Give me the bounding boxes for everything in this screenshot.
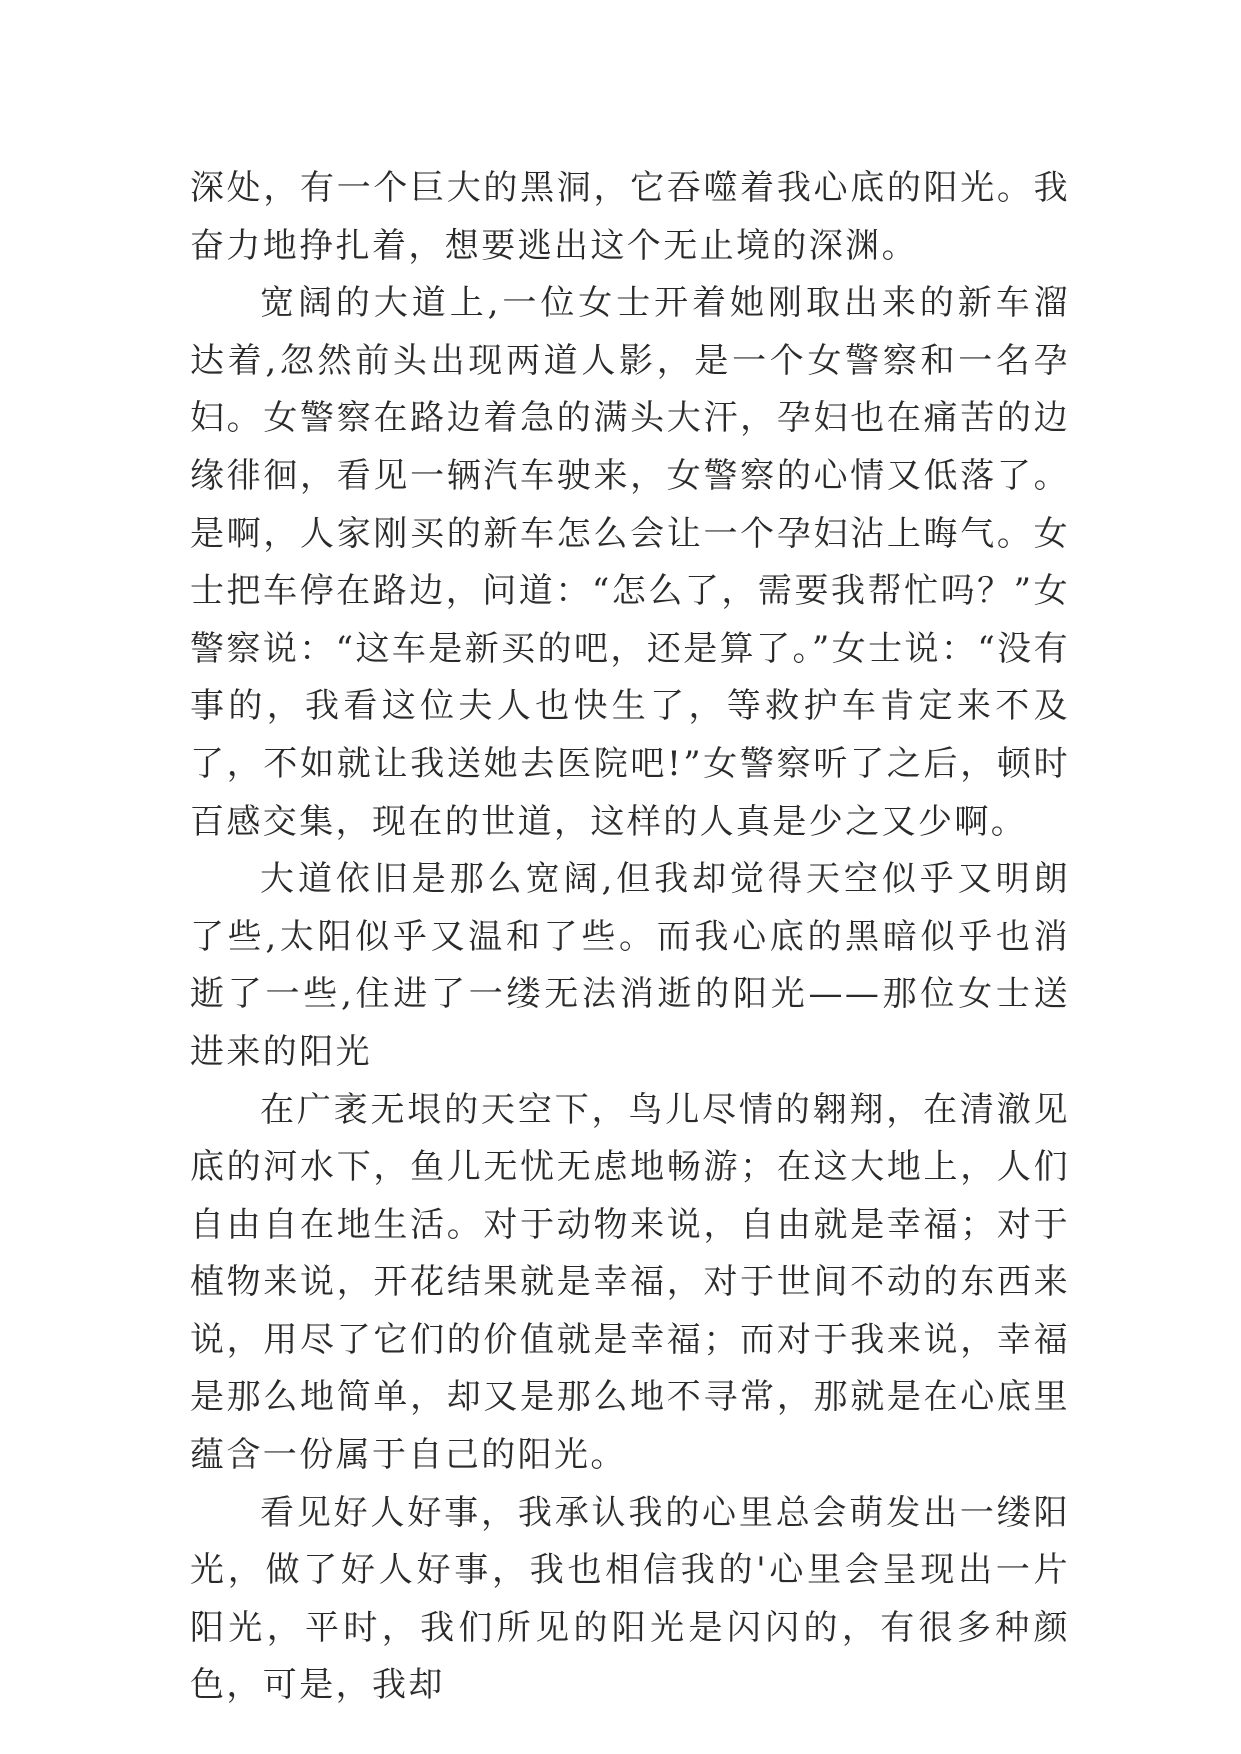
paragraph-3: 大道依旧是那么宽阔,但我却觉得天空似乎又明朗了些,太阳似乎又温和了些。而我心底的黑暗似乎也消逝了一些,住进了一缕无法消逝的阳光——那位女士送进来的阳光 bbox=[190, 859, 1070, 1072]
article-body bbox=[190, 160, 1070, 1715]
paragraph-1: 深处，有一个巨大的黑洞，它吞噬着我心底的阳光。我奋力地挣扎着，想要逃出这个无止境的深渊。 bbox=[190, 168, 1070, 266]
paragraph-4: 在广袤无垠的天空下，鸟儿尽情的翱翔，在清澈见底的河水下，鱼儿无忧无虑地畅游；在这大地上，人们自由自在地生活。对于动物来说，自由就是幸福；对于植物来说，开花结果就是幸福，对于世间不动的东西来说，用尽了它们的价值就是幸福；而对于我来说，幸福是那么地简单，却又是那么地不寻常，那就是在心底里蕴含一份属于自己的阳光。 bbox=[190, 1089, 1070, 1476]
paragraph-5: 看见好人好事，我承认我的心里总会萌发出一缕阳光，做了好人好事，我也相信我的'心里会呈现出一片阳光，平时，我们所见的阳光是闪闪的，有很多种颜色，可是，我却 bbox=[190, 1492, 1070, 1706]
paragraph-2: 宽阔的大道上,一位女士开着她刚取出来的新车溜达着,忽然前头出现两道人影，是一个女警察和一名孕妇。女警察在路边着急的满头大汗，孕妇也在痛苦的边缘徘徊，看见一辆汽车驶来，女警察的心情又低落了。是啊，人家刚买的新车怎么会让一个孕妇沾上晦气。女士把车停在路边，问道：“怎么了，需要我帮忙吗？”女警察说：“这车是新买的吧，还是算了。”女士说：“没有事的，我看这位夫人也快生了，等救护车肯定来不及了，不如就让我送她去医院吧!”女警察听了之后，顿时百感交集，现在的世道，这样的人真是少之又少啊。 bbox=[190, 283, 1070, 842]
